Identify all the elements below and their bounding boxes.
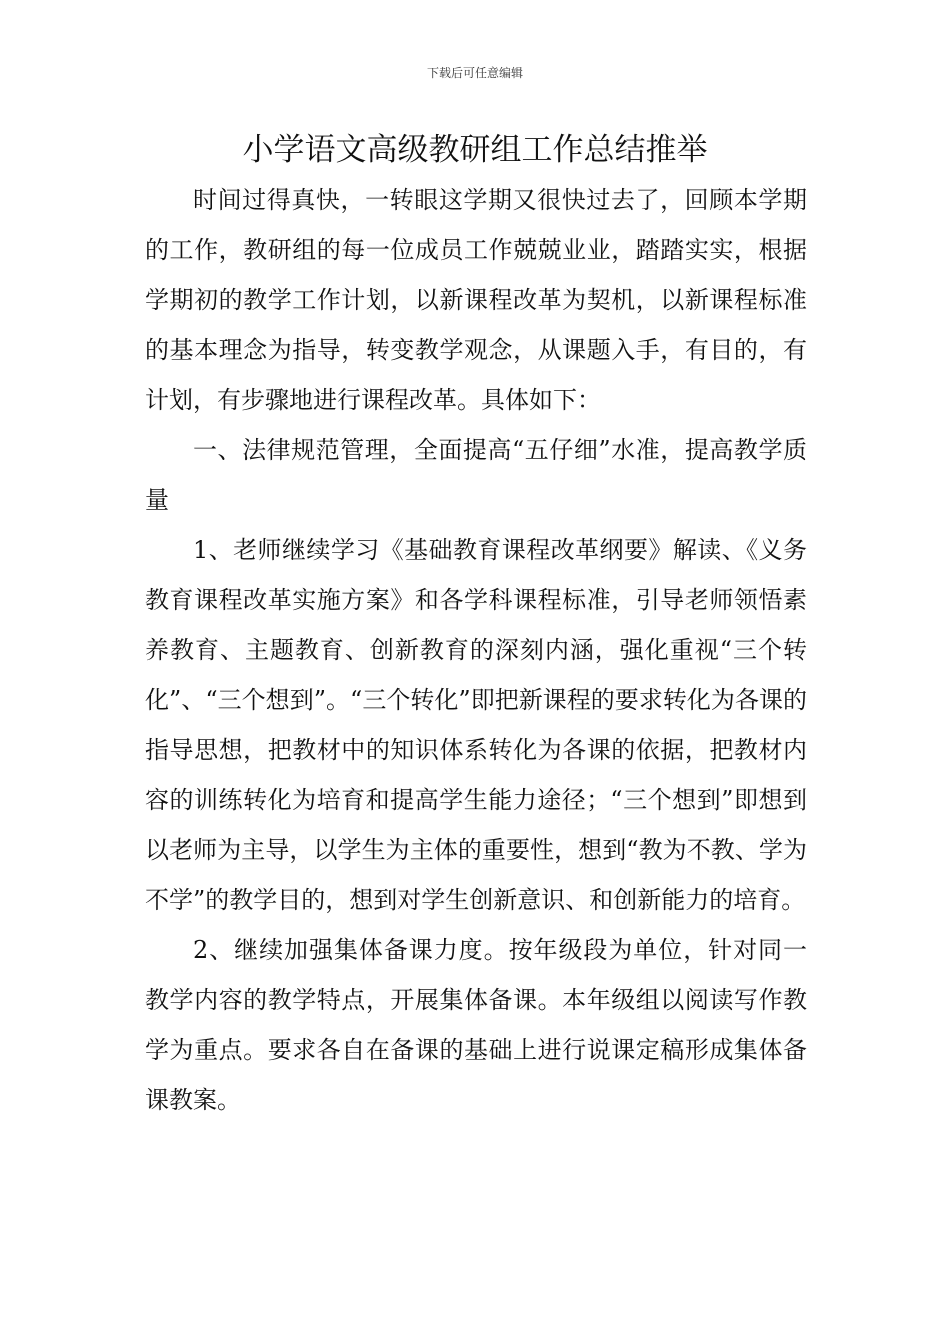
document-body: [145, 175, 807, 1125]
document-title: 小学语文高级教研组工作总结推举: [242, 132, 708, 168]
paragraph-item-2: 2、继续加强集体备课力度。按年级段为单位，针对同一教学内容的教学特点，开展集体备课。本年级组以阅读写作教学为重点。要求各自在备课的基础上进行说课定稿形成集体备课教案。: [145, 936, 807, 1114]
paragraph-intro: 时间过得真快，一转眼这学期又很快过去了，回顾本学期的工作，教研组的每一位成员工作兢兢业业，踏踏实实，根据学期初的教学工作计划，以新课程改革为契机，以新课程标准的基本理念为指导，转变教学观念，从课题入手，有目的，有计划，有步骤地进行课程改革。具体如下：: [145, 186, 807, 414]
page-header-note: 下载后可任意编辑: [426, 66, 523, 80]
paragraph-item-1: 1、老师继续学习《基础教育课程改革纲要》解读、《义务教育课程改革实施方案》和各学科课程标准，引导老师领悟素养教育、主题教育、创新教育的深刻内涵，强化重视“三个转化”、“三个想到”。“三个转化”即把新课程的要求转化为各课的指导思想，把教材中的知识体系转化为各课的依据，把教材内容的训练转化为培育和提高学生能力途径；“三个想到”即想到以老师为主导，以学生为主体的重要性，想到“教为不教、学为不学”的教学目的，想到对学生创新意识、和创新能力的培育。: [145, 536, 807, 914]
paragraph-section-one-heading: 一、法律规范管理，全面提高“五仔细”水准，提高教学质量: [145, 436, 807, 514]
